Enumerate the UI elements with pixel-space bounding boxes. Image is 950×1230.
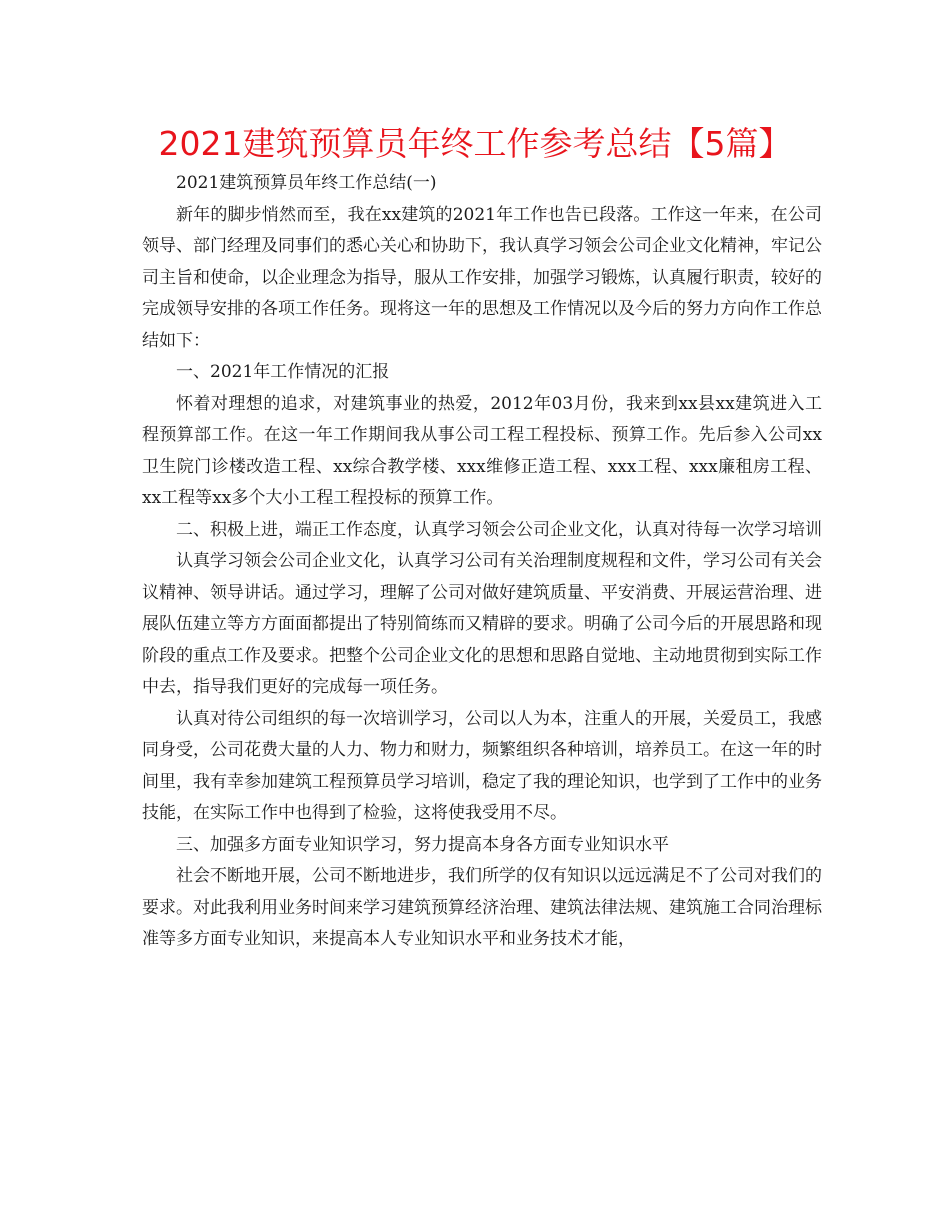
paragraph: 认真学习领会公司企业文化，认真学习公司有关治理制度规程和文件，学习公司有关会议精神、领导讲话。通过学习，理解了公司对做好建筑质量、平安消费、开展运营治理、进展队伍建立等方方面面都提出了特别简练而又精辟的要求。明确了公司今后的开展思路和现阶段的重点工作及要求。把整个公司企业文化的思想和思路自觉地、主动地贯彻到实际工作中去，指导我们更好的完成每一项任务。 bbox=[142, 551, 822, 697]
paragraph: 怀着对理想的追求，对建筑事业的热爱，2012年03月份，我来到xx县xx建筑进入工程预算部工作。在这一年工作期间我从事公司工程工程投标、预算工作。先后参入公司xx卫生院门诊楼改造工程、xx综合教学楼、xxx维修正造工程、xxx工程、xxx廉租房工程、xx工程等xx多个大小工程工程投标的预算工作。 bbox=[142, 393, 822, 508]
section-heading: 一、2021年工作情况的汇报 bbox=[176, 362, 390, 382]
paragraph: 社会不断地开展，公司不断地进步，我们所学的仅有知识以远远满足不了公司对我们的要求。对此我利用业务时间来学习建筑预算经济治理、建筑法律法规、建筑施工合同治理标准等多方面专业知识，来提高本人专业知识水平和业务技术才能， bbox=[142, 866, 822, 949]
paragraph: 认真对待公司组织的每一次培训学习，公司以人为本，注重人的开展，关爱员工，我感同身受，公司花费大量的人力、物力和财力，频繁组织各种培训，培养员工。在这一年的时间里，我有幸参加建筑工程预算员学习培训，稳定了我的理论知识，也学到了工作中的业务技能，在实际工作中也得到了检验，这将使我受用不尽。 bbox=[142, 708, 822, 823]
section-heading: 2021建筑预算员年终工作总结(一) bbox=[176, 173, 437, 193]
document-title: 2021建筑预算员年终工作参考总结【5篇】 bbox=[158, 124, 792, 163]
section-heading: 二、积极上进，端正工作态度，认真学习领会公司企业文化，认真对待每一次学习培训 bbox=[176, 519, 822, 540]
section-heading: 三、加强多方面专业知识学习，努力提高本身各方面专业知识水平 bbox=[176, 834, 669, 855]
document-body bbox=[142, 168, 822, 956]
paragraph: 新年的脚步悄然而至，我在xx建筑的2021年工作也告已段落。工作这一年来，在公司领导、部门经理及同事们的悉心关心和协助下，我认真学习领会公司企业文化精神，牢记公司主旨和使命，以企业理念为指导，服从工作安排，加强学习锻炼，认真履行职责，较好的完成领导安排的各项工作任务。现将这一年的思想及工作情况以及今后的努力方向作工作总结如下： bbox=[142, 204, 822, 351]
